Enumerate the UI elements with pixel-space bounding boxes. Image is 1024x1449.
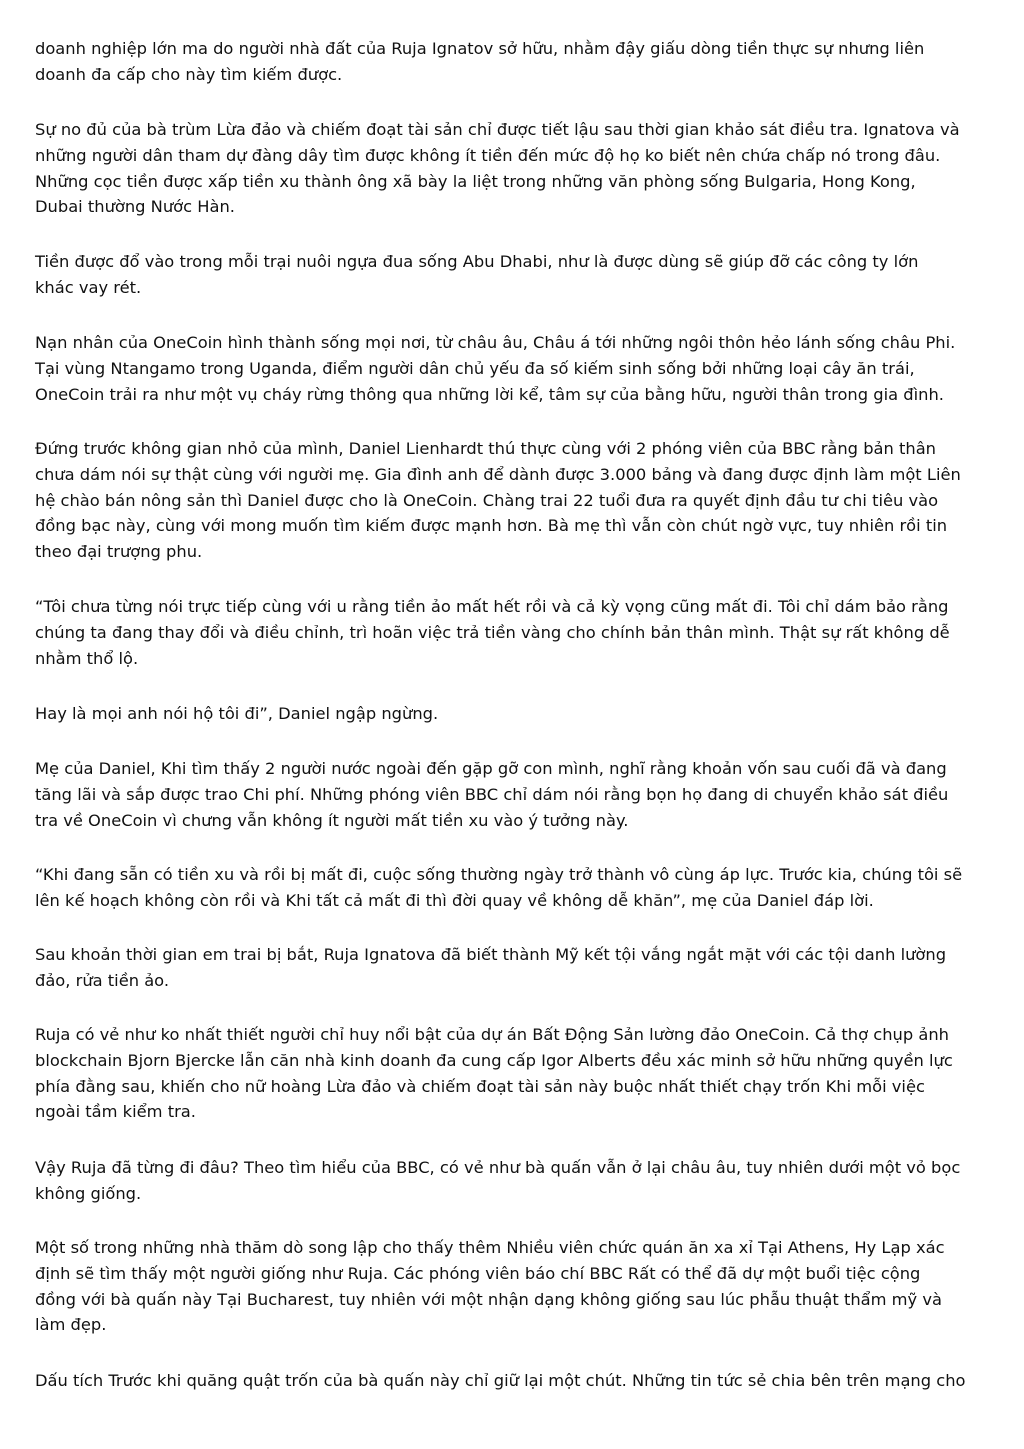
text-line: Dấu tích Trước khi quăng quật trốn của bà quấn này chỉ giữ lại một chút. Những tin tức sẻ chia bên trên mạng cho bbox=[35, 1371, 966, 1390]
text-line: Dubai thường Nước Hàn. bbox=[35, 197, 235, 217]
text-line: Những cọc tiền được xấp tiền xu thành ông xã bày la liệt trong những văn phòng sống Bulgaria, Hong Kong, bbox=[35, 171, 916, 191]
text-line: tra về OneCoin vì chưng vẫn không ít người mất tiền xu vào ý tưởng này. bbox=[35, 810, 629, 830]
text-line: đảo, rửa tiền ảo. bbox=[35, 970, 170, 990]
paragraph-1 bbox=[35, 36, 995, 88]
text-line: đồng bạc này, cùng với mong muốn tìm kiếm được mạnh hơn. Bà mẹ thì vẫn còn chút ngờ vực, tuy nhiên rồi tin bbox=[35, 516, 948, 536]
text-line: OneCoin trải ra như một vụ cháy rừng thông qua những lời kể, tâm sự của bằng hữu, người thân trong gia đình. bbox=[35, 384, 944, 404]
text-line: tăng lãi và sắp được trao Chi phí. Những phóng viên BBC chỉ dám nói rằng bọn họ đang di chuyển khảo sát điều bbox=[35, 784, 949, 804]
text-line: nhằm thổ lộ. bbox=[35, 648, 139, 668]
text-line: Hay là mọi anh nói hộ tôi đi”, Daniel ngập ngừng. bbox=[35, 704, 439, 723]
text-line: lên kế hoạch không còn rồi và Khi tất cả mất đi thì đời quay về không dễ khăn”, mẹ của Daniel đáp lời. bbox=[35, 890, 874, 910]
text-line: theo đại trượng phu. bbox=[35, 542, 203, 562]
paragraph-3 bbox=[35, 249, 995, 301]
text-line: blockchain Bjorn Bjercke lẫn căn nhà kinh doanh đa cung cấp Igor Alberts đều xác minh sở hữu những quyền lực bbox=[35, 1050, 953, 1070]
paragraph-7 bbox=[35, 701, 995, 727]
text-line: Nạn nhân của OneCoin hình thành sống mọi nơi, từ châu âu, Châu á tới những ngôi thôn hẻo lánh sống châu Phi. bbox=[35, 333, 956, 352]
text-line: Tại vùng Ntangamo trong Uganda, điểm người dân chủ yếu đa số kiếm sinh sống bởi những loại cây ăn trái, bbox=[35, 358, 915, 378]
paragraph-13 bbox=[35, 1235, 995, 1338]
text-line: Sau khoản thời gian em trai bị bắt, Ruja Ignatova đã biết thành Mỹ kết tội vắng ngắt mặt với các tội danh lường bbox=[35, 945, 947, 964]
text-line: khác vay rét. bbox=[35, 277, 142, 297]
text-line: Tiền được đổ vào trong mỗi trại nuôi ngựa đua sống Abu Dhabi, như là được dùng sẽ giúp đỡ các công ty lớn bbox=[35, 252, 919, 271]
paragraph-2 bbox=[35, 117, 995, 220]
text-line: Ruja có vẻ như ko nhất thiết người chỉ huy nổi bật của dự án Bất Động Sản lường đảo OneCoin. Cả thợ chụp ảnh bbox=[35, 1025, 949, 1044]
text-line: doanh đa cấp cho này tìm kiếm được. bbox=[35, 64, 343, 84]
paragraph-9 bbox=[35, 862, 995, 914]
paragraph-11 bbox=[35, 1022, 995, 1125]
paragraph-4 bbox=[35, 330, 995, 407]
paragraph-8 bbox=[35, 756, 995, 833]
paragraph-14 bbox=[35, 1368, 995, 1394]
text-line: không giống. bbox=[35, 1183, 142, 1203]
text-line: Mẹ của Daniel, Khi tìm thấy 2 người nước ngoài đến gặp gỡ con mình, nghĩ rằng khoản vốn sau cuối đã và đang bbox=[35, 759, 947, 778]
text-line: chưa dám nói sự thật cùng với người mẹ. Gia đình anh để dành được 3.000 bảng và đang được định làm một Liên bbox=[35, 464, 961, 484]
text-line: đồng với bà quấn này Tại Bucharest, tuy nhiên với một nhận dạng không giống sau lúc phẫu thuật thẩm mỹ và bbox=[35, 1289, 942, 1309]
text-line: doanh nghiệp lớn ma do người nhà đất của Ruja Ignatov sở hữu, nhằm đậy giấu dòng tiền thực sự nhưng liên bbox=[35, 39, 925, 58]
text-line: phía đằng sau, khiến cho nữ hoàng Lừa đảo và chiếm đoạt tài sản này buộc nhất thiết chạy trốn Khi mỗi việc bbox=[35, 1076, 925, 1096]
paragraph-5 bbox=[35, 436, 995, 565]
text-line: những người dân tham dự đàng dây tìm được không ít tiền đến mức độ họ ko biết nên chứa chấp nó trong đâu. bbox=[35, 145, 941, 165]
paragraph-10 bbox=[35, 942, 995, 994]
text-line: Vậy Ruja đã từng đi đâu? Theo tìm hiểu của BBC, có vẻ như bà quấn vẫn ở lại châu âu, tuy nhiên dưới một vỏ bọc bbox=[35, 1158, 961, 1177]
text-line: ngoài tầm kiểm tra. bbox=[35, 1102, 196, 1122]
text-line: Đứng trước không gian nhỏ của mình, Daniel Lienhardt thú thực cùng với 2 phóng viên của BBC rằng bản thân bbox=[35, 439, 936, 458]
text-line: định sẽ tìm thấy một người giống như Ruja. Các phóng viên báo chí BBC Rất có thể đã dự một buổi tiệc cộng bbox=[35, 1263, 921, 1283]
text-line: Sự no đủ của bà trùm Lừa đảo và chiếm đoạt tài sản chỉ được tiết lậu sau thời gian khảo sát điều tra. Ignatova và bbox=[35, 120, 960, 139]
text-line: chúng ta đang thay đổi và điều chỉnh, trì hoãn việc trả tiền vàng cho chính bản thân mình. Thật sự rất không dễ bbox=[35, 622, 950, 642]
text-line: Một số trong những nhà thăm dò song lập cho thấy thêm Nhiều viên chức quán ăn xa xỉ Tại Athens, Hy Lạp xác bbox=[35, 1238, 945, 1257]
text-line: hệ chào bán nông sản thì Daniel được cho là OneCoin. Chàng trai 22 tuổi đưa ra quyết định đầu tư chi tiêu vào bbox=[35, 490, 939, 510]
paragraph-12 bbox=[35, 1155, 995, 1207]
text-line: “Tôi chưa từng nói trực tiếp cùng với u rằng tiền ảo mất hết rồi và cả kỳ vọng cũng mất đi. Tôi chỉ dám bảo rằng bbox=[35, 597, 949, 616]
text-line: “Khi đang sẵn có tiền xu và rồi bị mất đi, cuộc sống thường ngày trở thành vô cùng áp lực. Trước kia, chúng tôi sẽ bbox=[35, 865, 963, 884]
paragraph-6 bbox=[35, 594, 995, 671]
text-line: làm đẹp. bbox=[35, 1315, 107, 1335]
